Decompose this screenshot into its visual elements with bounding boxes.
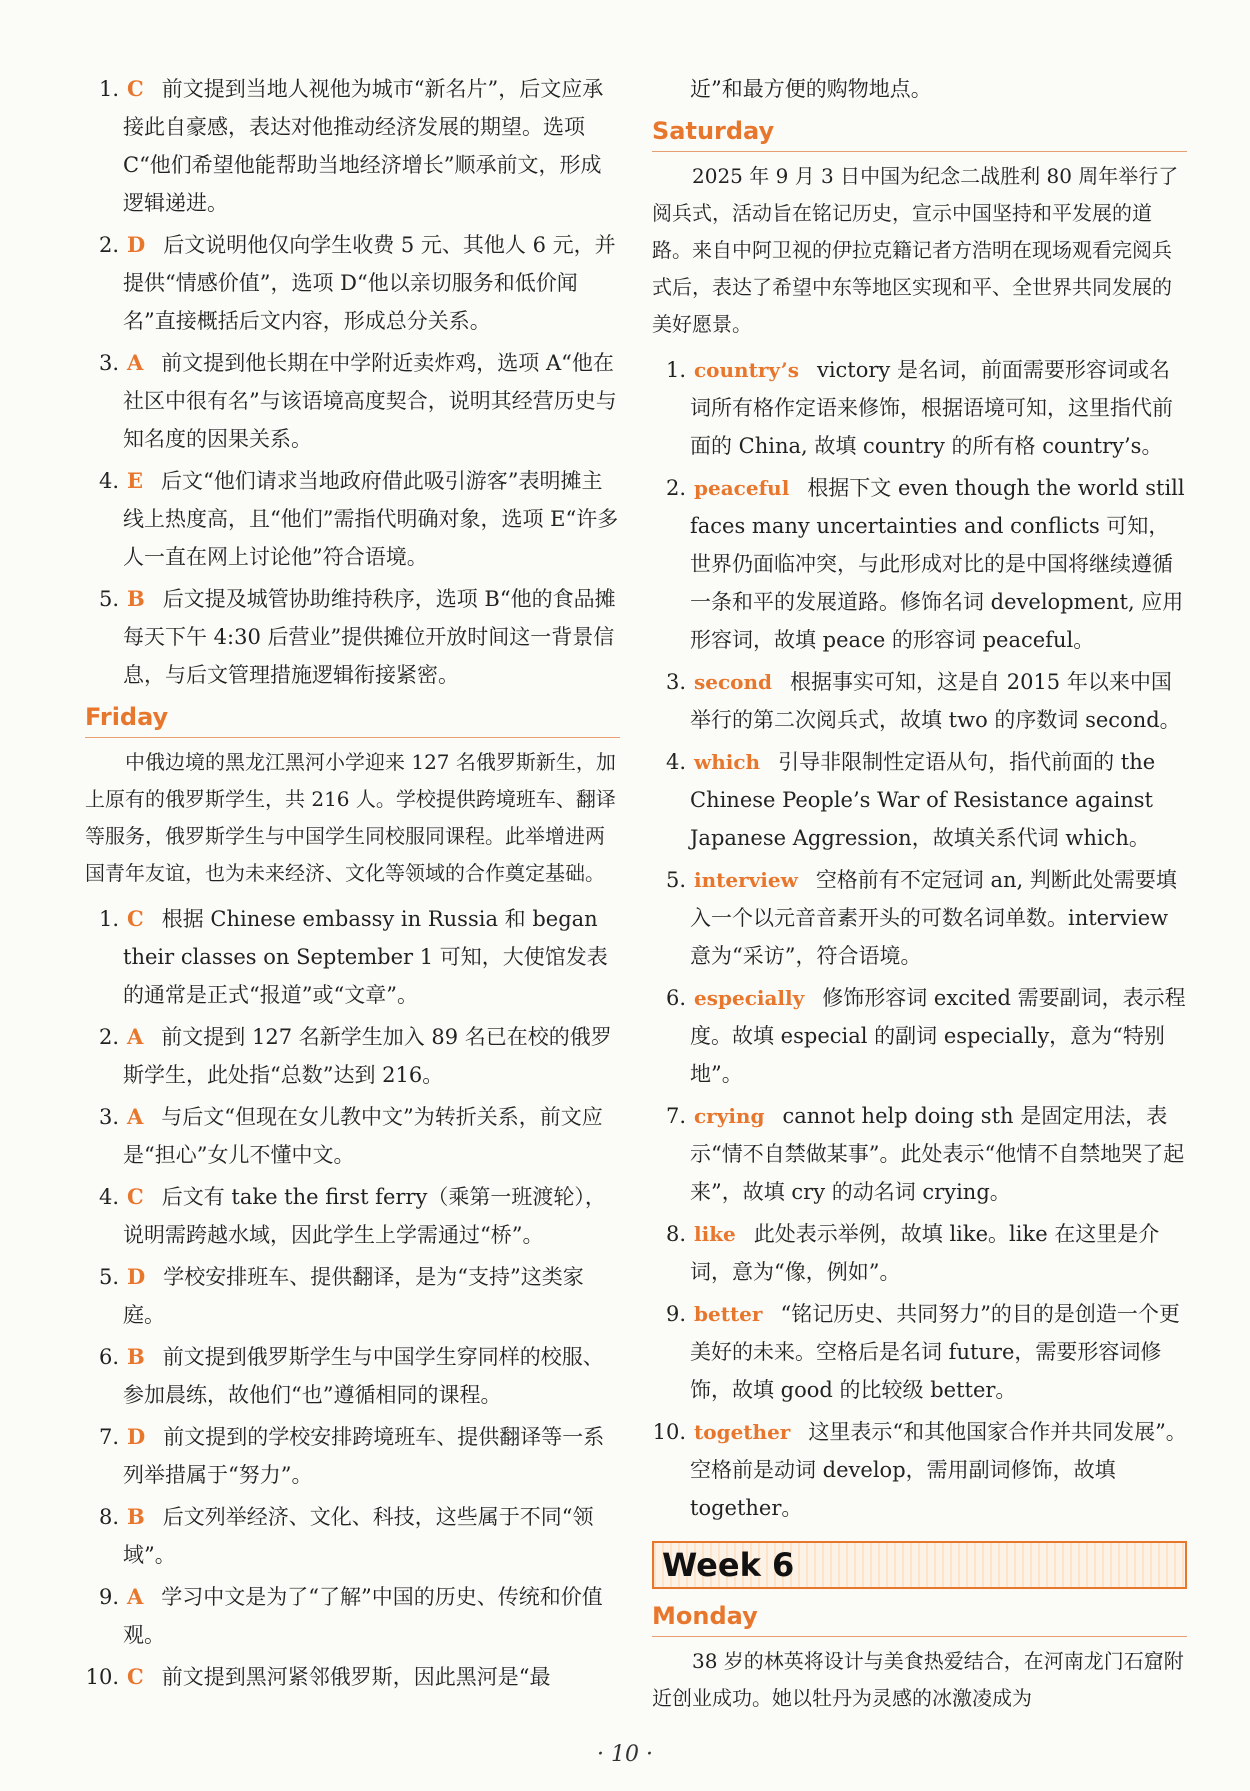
monday-summary: 38 岁的林英将设计与美食热爱结合，在河南龙门石窟附近创业成功。她以牡丹为灵感的冰激凌成为 bbox=[652, 1649, 1184, 1710]
answer-number: 3. bbox=[665, 670, 686, 694]
answer-explanation: 空格前有不定冠词 an, 判断此处需要填入一个以元音音素开头的可数名词单数。interview 意为“采访”，符合语境。 bbox=[690, 868, 1177, 968]
page-number: · 10 · bbox=[597, 1742, 653, 1767]
answer-item bbox=[85, 344, 620, 458]
answer-explanation: 前文提到他长期在中学附近卖炸鸡，选项 A“他在社区中很有名”与该语境高度契合，说明其经营历史与知名度的因果关系。 bbox=[123, 351, 617, 451]
answer-number: 2. bbox=[98, 233, 119, 257]
answer-number: 7. bbox=[665, 1104, 686, 1128]
section-title-saturday: Saturday bbox=[652, 114, 1187, 152]
answer-key: like bbox=[694, 1222, 736, 1246]
answer-key: second bbox=[694, 670, 773, 694]
answer-key: which bbox=[694, 750, 761, 774]
answer-number: 1. bbox=[98, 907, 119, 931]
answer-number: 3. bbox=[98, 351, 119, 375]
answer-item bbox=[85, 900, 620, 1014]
answer-key: B bbox=[127, 1504, 145, 1529]
answer-key: country’s bbox=[694, 358, 799, 382]
answer-explanation: 学校安排班车、提供翻译，是为“支持”这类家庭。 bbox=[123, 1265, 584, 1327]
answer-key: together bbox=[694, 1420, 791, 1444]
answer-explanation: 前文提到当地人视他为城市“新名片”，后文应承接此自豪感，表达对他推动经济发展的期望。选项 C“他们希望他能帮助当地经济增长”顺承前文，形成逻辑递进。 bbox=[123, 77, 604, 215]
answer-explanation: 这里表示“和其他国家合作并共同发展”。空格前是动词 develop，需用副词修饰，故填 together。 bbox=[690, 1420, 1187, 1520]
answer-number: 4. bbox=[665, 750, 686, 774]
right-column bbox=[652, 70, 1187, 1725]
answer-key: better bbox=[694, 1302, 763, 1326]
answer-item bbox=[652, 861, 1187, 975]
answer-item bbox=[85, 226, 620, 340]
answer-key: D bbox=[127, 1424, 146, 1449]
answer-item bbox=[85, 1258, 620, 1334]
answer-explanation: 根据事实可知，这是自 2015 年以来中国举行的第二次阅兵式，故填 two 的序数词 second。 bbox=[690, 670, 1181, 732]
answer-number: 4. bbox=[98, 469, 119, 493]
answer-number: 3. bbox=[98, 1105, 119, 1129]
answer-item bbox=[652, 1097, 1187, 1211]
answer-explanation: 前文提到俄罗斯学生与中国学生穿同样的校服、参加晨练，故他们“也”遵循相同的课程。 bbox=[123, 1345, 604, 1407]
answer-explanation: 后文有 take the first ferry（乘第一班渡轮），说明需跨越水域，因此学生上学需通过“桥”。 bbox=[123, 1185, 606, 1247]
answer-explanation: 根据下文 even though the world still faces many uncertainties and conflicts 可知，世界仍面临冲突，与此形成对比的是中国将继续遵循一条和平的发展道路。修饰名词 development, 应用形容词，故填 peace 的形容词 peaceful。 bbox=[690, 476, 1185, 652]
answer-number: 8. bbox=[665, 1222, 686, 1246]
answer-explanation: 后文列举经济、文化、科技，这些属于不同“领域”。 bbox=[123, 1505, 594, 1567]
answer-item bbox=[85, 1658, 620, 1696]
answer-item bbox=[85, 1178, 620, 1254]
answer-item bbox=[85, 1098, 620, 1174]
answer-list-saturday bbox=[652, 351, 1187, 1527]
answer-number: 4. bbox=[98, 1185, 119, 1209]
answer-item bbox=[652, 663, 1187, 739]
answer-number: 6. bbox=[665, 986, 686, 1010]
answer-list-friday bbox=[85, 900, 620, 1696]
answer-explanation: 前文提到的学校安排跨境班车、提供翻译等一系列举措属于“努力”。 bbox=[123, 1425, 605, 1487]
answer-number: 10. bbox=[652, 1420, 686, 1444]
answer-item bbox=[85, 70, 620, 222]
answer-number: 6. bbox=[98, 1345, 119, 1369]
answer-explanation: 后文说明他仅向学生收费 5 元、其他人 6 元，并提供“情感价值”，选项 D“他以亲切服务和低价闻名”直接概括后文内容，形成总分关系。 bbox=[123, 233, 616, 333]
answer-explanation: 根据 Chinese embassy in Russia 和 began their classes on September 1 可知，大使馆发表的通常是正式“报道”或“文章”。 bbox=[123, 907, 608, 1007]
answer-number: 2. bbox=[98, 1025, 119, 1049]
answer-number: 8. bbox=[98, 1505, 119, 1529]
answer-key: A bbox=[127, 350, 144, 375]
answer-item bbox=[85, 1418, 620, 1494]
answer-explanation: 学习中文是为了“了解”中国的历史、传统和价值观。 bbox=[123, 1585, 603, 1647]
answer-item bbox=[652, 743, 1187, 857]
answer-explanation: 前文提到黑河紧邻俄罗斯，因此黑河是“最 bbox=[161, 1665, 551, 1689]
saturday-summary: 2025 年 9 月 3 日中国为纪念二战胜利 80 周年举行了阅兵式，活动旨在铭记历史，宣示中国坚持和平发展的道路。来自中阿卫视的伊拉克籍记者方浩明在现场观看完阅兵式后，表达了希望中东等地区实现和平、全世界共同发展的美好愿景。 bbox=[652, 164, 1179, 336]
answer-key: C bbox=[127, 906, 144, 931]
answer-number: 10. bbox=[85, 1665, 119, 1689]
answer-key: D bbox=[127, 1264, 146, 1289]
answer-item bbox=[85, 1578, 620, 1654]
week-banner bbox=[652, 1541, 1187, 1589]
answer-key: E bbox=[127, 468, 144, 493]
answer-number: 1. bbox=[98, 77, 119, 101]
answer-explanation: 后文提及城管协助维持秩序，选项 B“他的食品摊每天下午 4:30 后营业”提供摊位开放时间这一背景信息，与后文管理措施逻辑衔接紧密。 bbox=[123, 587, 616, 687]
answer-number: 5. bbox=[98, 1265, 119, 1289]
answer-number: 2. bbox=[665, 476, 686, 500]
answer-number: 9. bbox=[665, 1302, 686, 1326]
answer-explanation: “铭记历史、共同努力”的目的是创造一个更美好的未来。空格后是名词 future，需要形容词修饰，故填 good 的比较级 better。 bbox=[690, 1302, 1180, 1402]
answer-item bbox=[652, 1413, 1187, 1527]
answer-explanation: 修饰形容词 excited 需要副词，表示程度。故填 especial 的副词 especially，意为“特别地”。 bbox=[690, 986, 1186, 1086]
answer-key: interview bbox=[694, 868, 798, 892]
answer-explanation: cannot help doing sth 是固定用法，表示“情不自禁做某事”。此处表示“他情不自禁地哭了起来”，故填 cry 的动名词 crying。 bbox=[690, 1104, 1185, 1204]
answer-number: 5. bbox=[98, 587, 119, 611]
answer-item bbox=[85, 1498, 620, 1574]
section-title-monday: Monday bbox=[652, 1599, 1187, 1637]
answer-key: B bbox=[127, 1344, 145, 1369]
answer-item bbox=[85, 1018, 620, 1094]
answer-number: 9. bbox=[98, 1585, 119, 1609]
answer-explanation: 与后文“但现在女儿教中文”为转折关系，前文应是“担心”女儿不懂中文。 bbox=[123, 1105, 603, 1167]
answer-item bbox=[85, 462, 620, 576]
answer-item bbox=[652, 351, 1187, 465]
week-title: Week 6 bbox=[662, 1546, 795, 1584]
answer-key: peaceful bbox=[694, 476, 790, 500]
answer-key: A bbox=[127, 1104, 144, 1129]
answer-key: especially bbox=[694, 986, 805, 1010]
answer-explanation: 前文提到 127 名新学生加入 89 名已在校的俄罗斯学生，此处指“总数”达到 216。 bbox=[123, 1025, 612, 1087]
answer-number: 5. bbox=[665, 868, 686, 892]
section-title-friday: Friday bbox=[85, 700, 620, 738]
answer-explanation: 此处表示举例，故填 like。like 在这里是介词，意为“像，例如”。 bbox=[690, 1222, 1160, 1284]
answer-list-thursday bbox=[85, 70, 620, 694]
answer-key: A bbox=[127, 1584, 144, 1609]
left-column bbox=[85, 70, 620, 1700]
answer-item bbox=[652, 1295, 1187, 1409]
answer-item bbox=[652, 1215, 1187, 1291]
answer-explanation: 后文“他们请求当地政府借此吸引游客”表明摊主线上热度高，且“他们”需指代明确对象，选项 E“许多人一直在网上讨论他”符合语境。 bbox=[123, 469, 619, 569]
answer-key: C bbox=[127, 1664, 144, 1689]
answer-key: C bbox=[127, 76, 144, 101]
friday-summary: 中俄边境的黑龙江黑河小学迎来 127 名俄罗斯新生，加上原有的俄罗斯学生，共 216 人。学校提供跨境班车、翻译等服务，俄罗斯学生与中国学生同校服同课程。此举增进两国青年友谊，也为未来经济、文化等领域的合作奠定基础。 bbox=[85, 750, 616, 885]
answer-key: B bbox=[127, 586, 145, 611]
answer-number: 7. bbox=[98, 1425, 119, 1449]
answer-explanation: 引导非限制性定语从句，指代前面的 the Chinese People’s War of Resistance against Japanese Aggression，故填关系代词 which。 bbox=[690, 750, 1156, 850]
answer-key: D bbox=[127, 232, 146, 257]
answer-item bbox=[652, 979, 1187, 1093]
answer-item bbox=[85, 580, 620, 694]
answer-item bbox=[652, 469, 1187, 659]
answer-item bbox=[85, 1338, 620, 1414]
answer-key: A bbox=[127, 1024, 144, 1049]
answer-explanation: victory 是名词，前面需要形容词或名词所有格作定语来修饰，根据语境可知，这里指代前面的 China, 故填 country 的所有格 country’s。 bbox=[690, 358, 1173, 458]
continued-text: 近”和最方便的购物地点。 bbox=[690, 77, 932, 101]
answer-key: C bbox=[127, 1184, 144, 1209]
answer-number: 1. bbox=[665, 358, 686, 382]
answer-key: crying bbox=[694, 1104, 765, 1128]
